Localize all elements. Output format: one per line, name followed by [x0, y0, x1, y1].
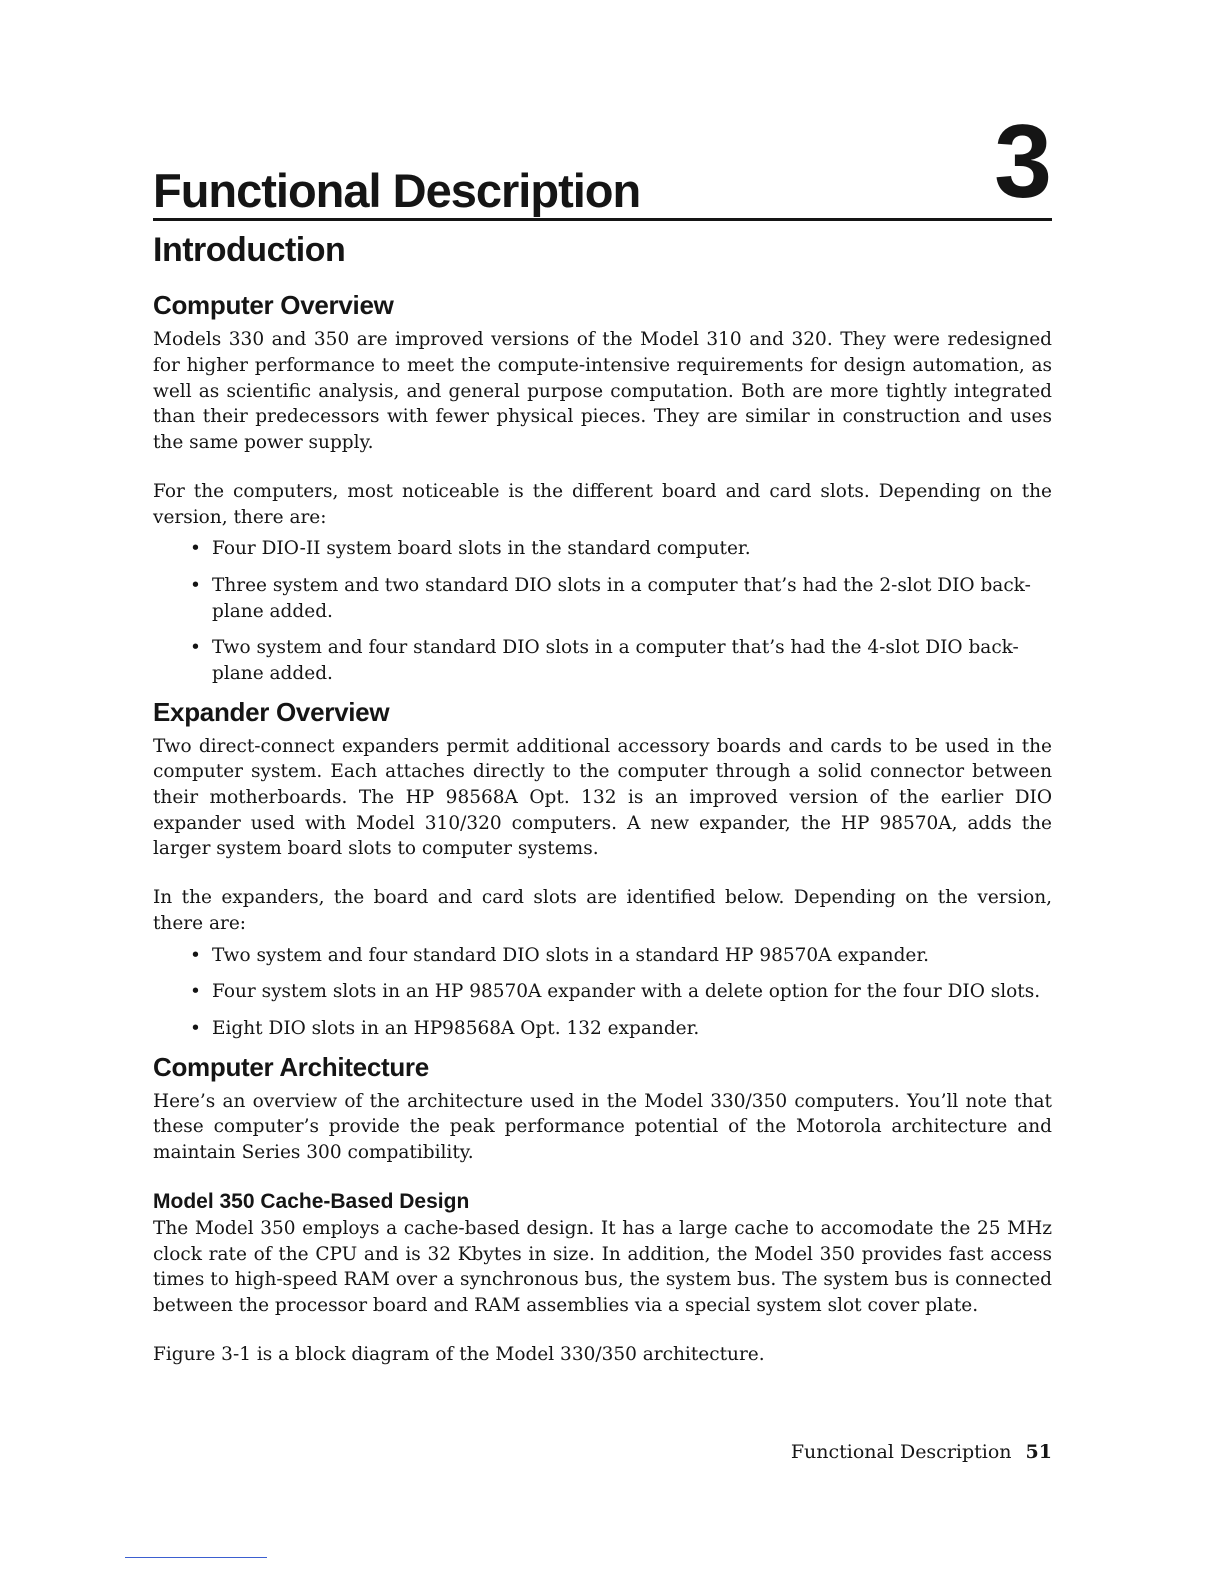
footer-rule: [125, 1557, 267, 1558]
list-item: • Four system slots in an HP 98570A expander with a delete option for the four DIO slots.: [212, 979, 1052, 1005]
expander-overview-heading: Expander Overview: [153, 696, 390, 727]
expander-overview-paragraph: In the expanders, the board and card slots are identified below. Depending on the version, there are:: [153, 887, 1052, 934]
expander-overview-paragraph: Two direct-connect expanders permit additional accessory boards and cards to be used in the computer system. Each attaches directly to the computer through a solid connector between their motherboards. The HP 98568A Opt. 132 is an improved version of the earlier DIO expander used with Model 310/320 computers. A new expander, the HP 98570A, adds the larger system board slots to computer systems.: [153, 735, 1052, 860]
model350-paragraph: The Model 350 employs a cache-based design. It has a large cache to accomodate the 25 MHz clock rate of the CPU and is 32 Kbytes in size. In addition, the Model 350 provides fast access times to high-speed RAM over a synchronous bus, the system bus. The system bus is connected between the processor board and RAM assemblies via a special system slot cover plate.: [153, 1217, 1052, 1316]
model350-heading: Model 350 Cache-Based Design: [153, 1189, 470, 1213]
computer-architecture-paragraph: Here’s an overview of the architecture used in the Model 330/350 computers. You’ll note that these computer’s provide the peak performance potential of the Motorola architecture and maintain Series 300 compatibility.: [153, 1090, 1052, 1163]
footer-title: Functional Description: [790, 1441, 1012, 1463]
chapter-header: [153, 104, 1052, 221]
list-item: • Two system and four standard DIO slots in a standard HP 98570A expander.: [212, 943, 1052, 969]
expander-slots-list: [153, 943, 1052, 1042]
page-content: [153, 232, 1052, 1390]
chapter-title: Functional Description: [153, 164, 641, 217]
computer-architecture-heading: Computer Architecture: [153, 1051, 429, 1082]
computer-overview-paragraph: Models 330 and 350 are improved versions of the Model 310 and 320. They were redesigned for higher performance to meet the compute-intensive requirements for design automation, as well as scientific analysis, and general purpose computation. Both are more tightly integrated than their predecessors with fewer physical pieces. They are similar in construction and uses the same power supply.: [153, 329, 1052, 454]
list-item: • Eight DIO slots in an HP98568A Opt. 132 expander.: [212, 1016, 1052, 1042]
page-footer: [791, 1441, 1052, 1463]
computer-overview-heading: Computer Overview: [153, 290, 394, 321]
chapter-number: 3: [994, 104, 1052, 220]
computer-overview-paragraph: For the computers, most noticeable is the different board and card slots. Depending on the version, there are:: [153, 480, 1052, 528]
list-item: • Four DIO-II system board slots in the standard computer.: [212, 536, 1052, 562]
page-number: 51: [1025, 1441, 1052, 1463]
list-item: • Two system and four standard DIO slots in a computer that’s had the 4-slot DIO back-plane added.: [212, 635, 1052, 686]
computer-slots-list: [153, 536, 1052, 687]
list-item: • Three system and two standard DIO slots in a computer that’s had the 2-slot DIO back-plane added.: [212, 573, 1052, 624]
section-title: Introduction: [153, 231, 346, 269]
figure-reference-paragraph: Figure 3-1 is a block diagram of the Model 330/350 architecture.: [153, 1343, 765, 1365]
